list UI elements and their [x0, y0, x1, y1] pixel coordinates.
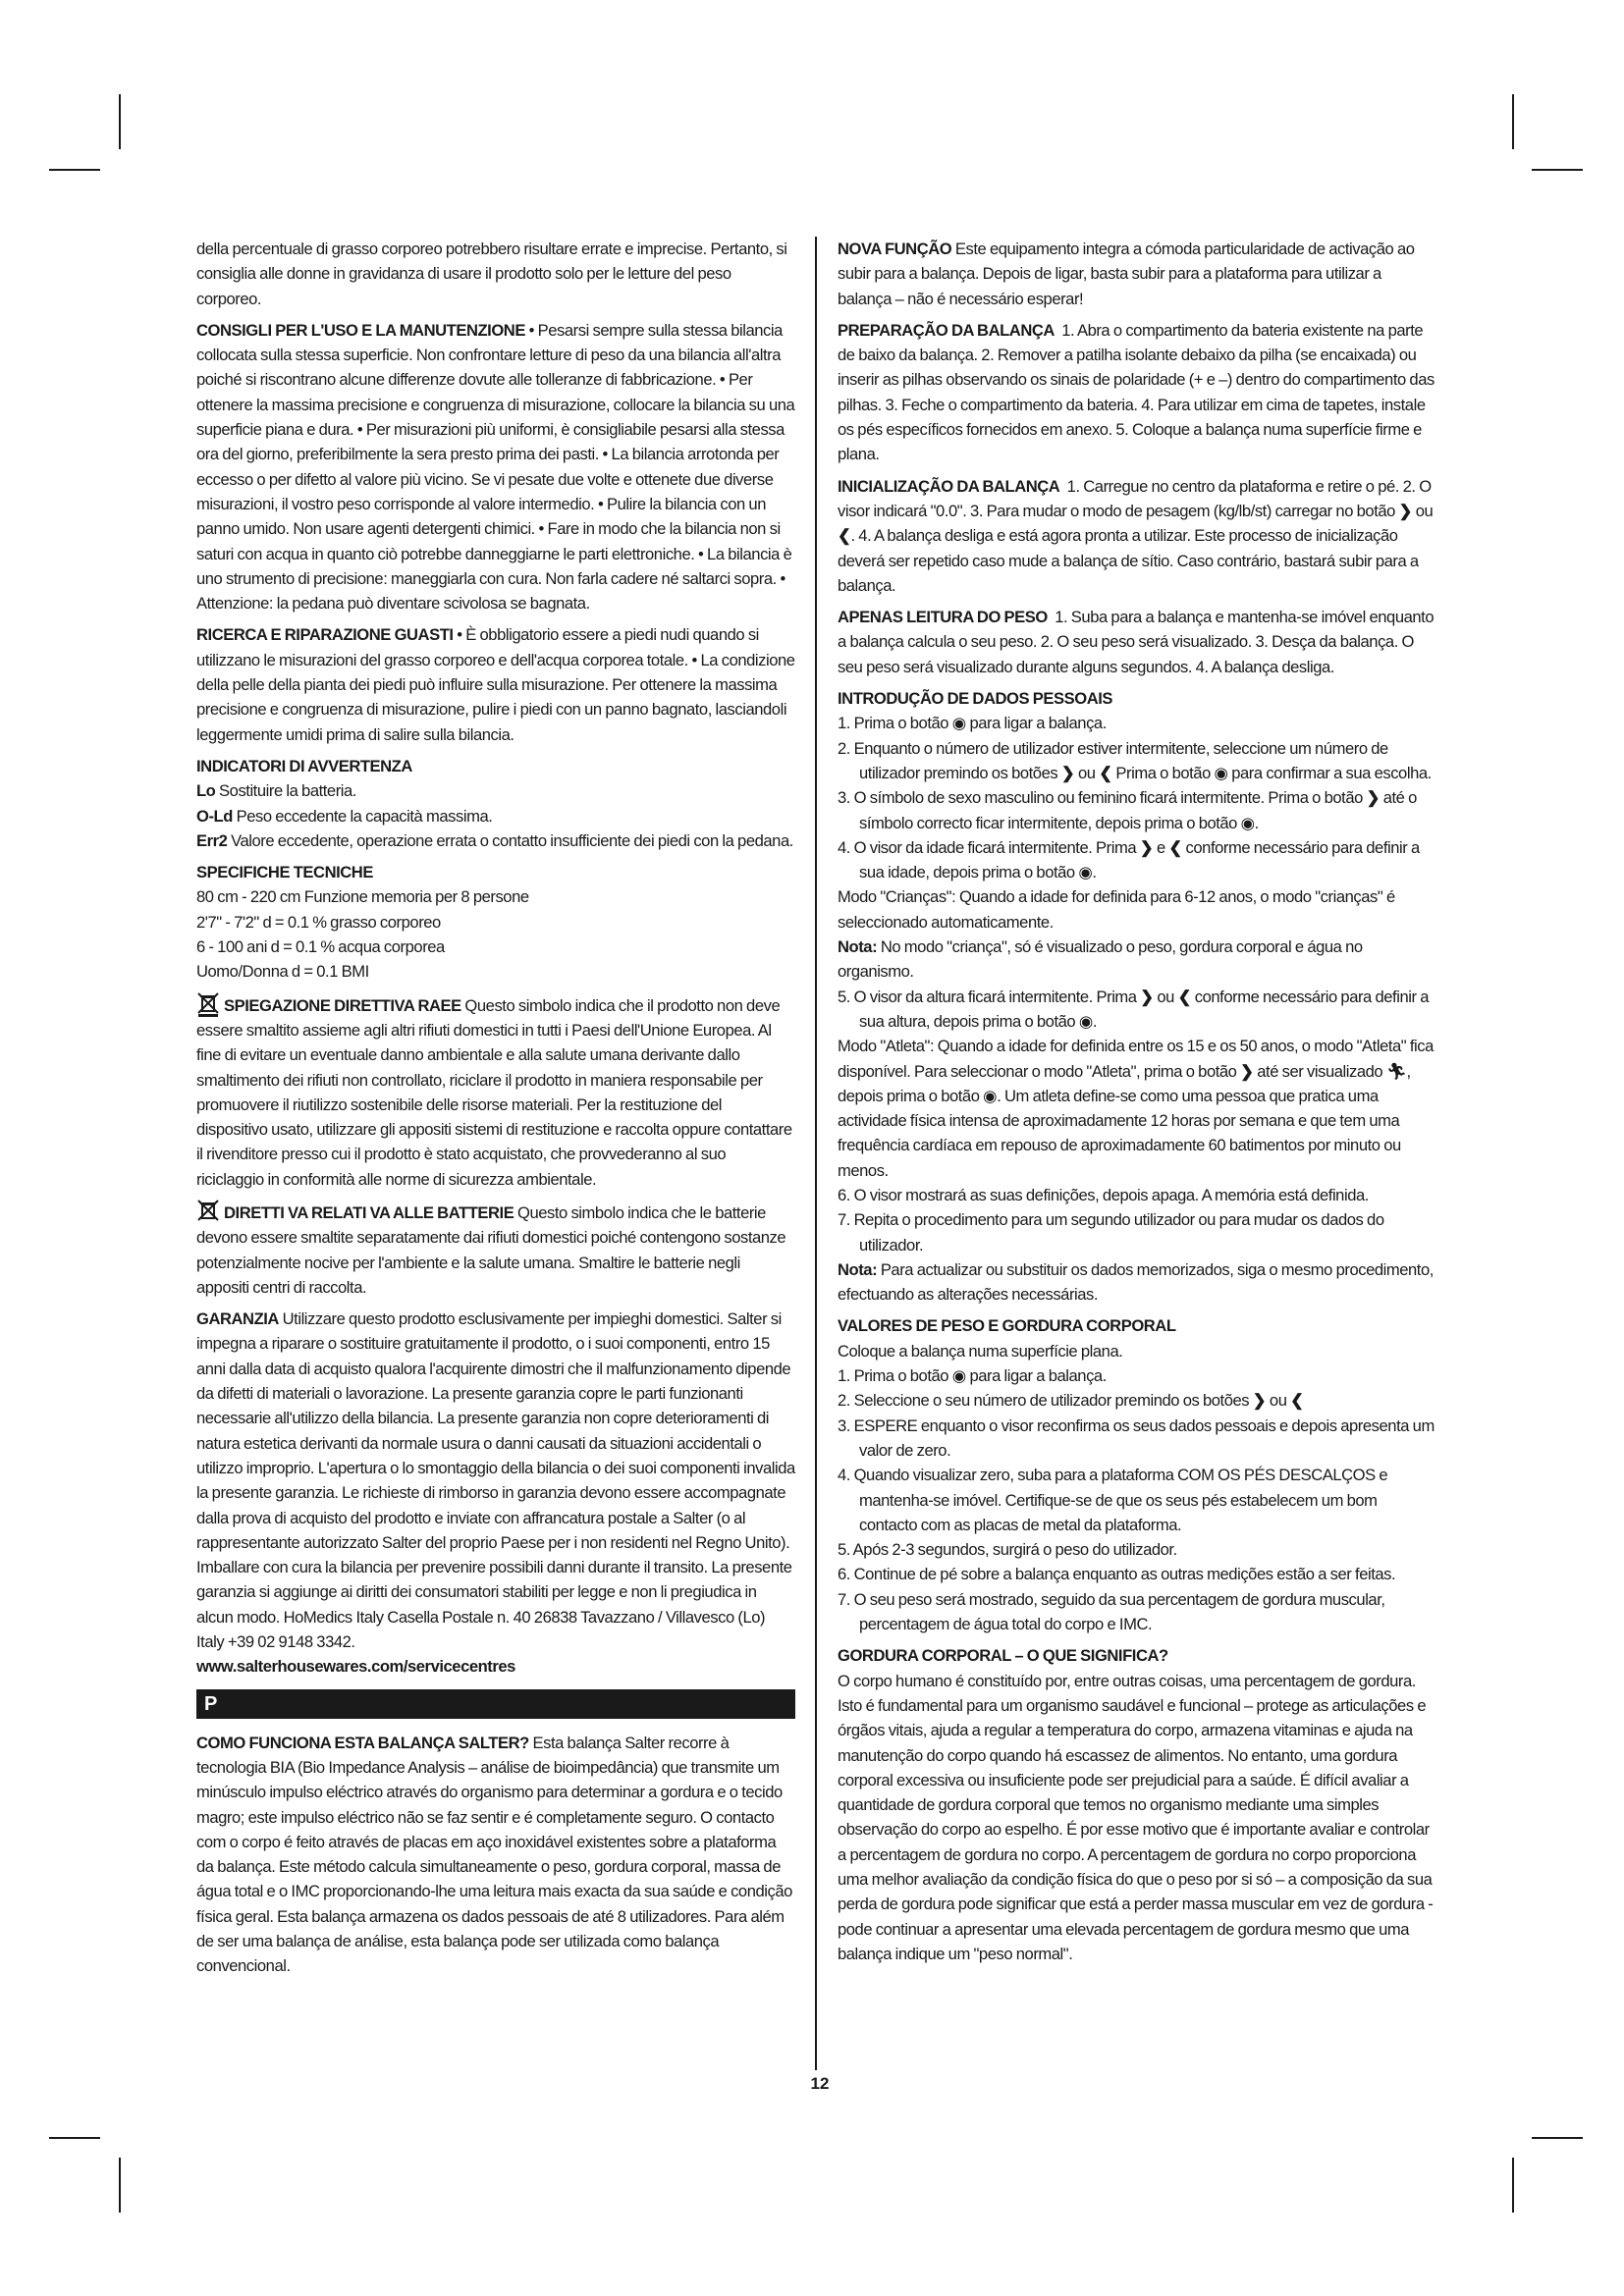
crop-mark-tr-v	[1512, 94, 1514, 149]
warning-item	[196, 804, 795, 828]
warning-code: Lo	[196, 781, 216, 801]
chevron-left-icon: ❮	[1099, 763, 1112, 782]
set-button-icon: ◉	[1214, 763, 1228, 782]
crop-mark-bl-h	[49, 2137, 100, 2139]
ricerca-heading: RICERCA E RIPARAZIONE GUASTI	[196, 625, 454, 645]
warning-list	[196, 778, 795, 853]
como-heading: COMO FUNCIONA ESTA BALANÇA SALTER?	[196, 1733, 529, 1752]
init-heading: INICIALIZAÇÃO DA BALANÇA	[838, 476, 1060, 496]
crop-mark-br-h	[1532, 2137, 1583, 2139]
chevron-right-icon: ❯	[1240, 1061, 1254, 1081]
atleta-text: , depois prima o botão	[838, 1061, 1411, 1105]
nova-heading: NOVA FUNÇÃO	[838, 240, 952, 258]
nota-1	[838, 934, 1438, 985]
init-text-b: 2. O visor indicará "0.0". 3. Para mudar o modo de pesagem (kg/lb/st) carregar no botão	[838, 476, 1432, 520]
chevron-right-icon: ❯	[1139, 837, 1154, 857]
spec-heading: SPECIFICHE TECNICHE	[196, 863, 373, 882]
batterie-heading: DIRETTI VA RELATI VA ALLE BATTERIE	[224, 1202, 514, 1222]
criancas-note: Modo "Crianças": Quando a idade for definida para 6-12 anos, o modo "crianças" é seleccionado automaticamente.	[838, 887, 1395, 932]
right-column	[838, 237, 1438, 1966]
chevron-right-icon: ❯	[1060, 763, 1075, 782]
intro-step	[838, 736, 1438, 786]
step-text: ou	[1157, 987, 1174, 1006]
valores-intro: Coloque a balança numa superfície plana.	[838, 1341, 1123, 1361]
garanzia-section	[196, 1307, 795, 1654]
step-text: conforme necessário para definir a sua altura, depois prima o botão	[859, 987, 1429, 1031]
garanzia-text: Utilizzare questo prodotto esclusivamente per impieghi domestici. Salter si impegna a riparare o sostituire gratuitamente il prodotto, o i suoi componenti, entro 15 anni dalla data di acquisto qualora l'acquirente dimostri che il malfunzionamento dipende da difetti di materiali o lavorazione. La presente garanzia copre le parti funzionanti necessarie all'utilizzo della bilancia. La presente garanzia non copre deterioramenti di natura estetica derivanti da normale usura o danni causati da situazioni accidentali o utilizzo improprio. L'apertura o lo smontaggio della bilancia o dei suoi componenti invalida la presente garanzia. Le richieste di rimborso in garanzia devono essere accompagnate dalla prova di acquisto del prodotto e inviate con affrancatura postale a Salter (o al rappresentante autorizzato Salter del proprio Paese per i non residenti nel Regno Unito). Imballare con cura la bilancia per prevenire possibili danni durante il transito. La presente garanzia si aggiunge ai diritti dei consumatori stabiliti per legge e non li pregiudica in alcun modo. HoMedics Italy Casella Postale n. 40 26838 Tavazzano / Villavesco (Lo) Italy +39 02 9148 3342.	[196, 1309, 795, 1652]
column-divider	[815, 237, 817, 2070]
valores-step: 4. Quando visualizar zero, suba para a plataforma COM OS PÉS DESCALÇOS e mantenha-se imóvel. Certifique-se de que os seus pés estabelecem um bom contacto com as placas de metal da plataforma.	[838, 1466, 1388, 1534]
prep-text: 1. Abra o compartimento da bateria existente na parte de baixo da balança. 2. Remover a patilha isolante debaixo da pilha (se encaixada) ou inserir as pilhas observando os sinais de polaridade (+ e –) dentro do compartimento das pilhas. 3. Feche o compartimento da bateria. 4. Para utilizar em cima de tapetes, instale os pés específicos fornecidos em anexo. 5. Coloque a balança numa superfície firme e plana.	[838, 320, 1435, 464]
valores-step: 6. Continue de pé sobre a balança enquanto as outras medições estão a ser feitas.	[838, 1565, 1396, 1584]
init-text-c: ou	[1415, 501, 1434, 520]
intro-step: 4. O visor da idade ficará intermitente. Prima ❯ e ❮ conforme necessário para definir a sua idade, depois prima o botão ◉.	[838, 837, 1420, 882]
step-text: 1. Prima o botão	[838, 714, 949, 733]
intro-step: 3. O símbolo de sexo masculino ou feminino ficará intermitente. Prima o botão ❯ até o símbolo correcto ficar intermitente, depois prima o botão ◉.	[838, 788, 1417, 832]
consigli-section	[196, 318, 795, 616]
crossed-bin-icon	[196, 991, 220, 1017]
spec-line: 2'7" - 7'2" d = 0.1 % grasso corporeo	[196, 912, 441, 932]
spec-line: 6 - 100 ani d = 0.1 % acqua corporea	[196, 937, 445, 957]
gordura-heading: GORDURA CORPORAL – O QUE SIGNIFICA?	[838, 1646, 1168, 1666]
indicatori-heading: INDICATORI DI AVVERTENZA	[196, 756, 412, 775]
valores-step	[838, 1363, 1438, 1388]
intro-step: 7. Repita o procedimento para um segundo utilizador ou para mudar os dados do utilizador.	[838, 1210, 1384, 1255]
step-text: até o símbolo correcto ficar intermitente, depois prima o botão	[859, 788, 1417, 832]
set-button-icon: ◉	[983, 1086, 998, 1105]
power-button-icon: ◉	[951, 714, 966, 733]
service-url[interactable]: www.salterhousewares.com/servicecentres	[196, 1657, 515, 1677]
nota-text: Para actualizar ou substituir os dados memorizados, siga o mesmo procedimento, efectuando as alterações necessárias.	[838, 1259, 1434, 1305]
valores-heading: VALORES DE PESO E GORDURA CORPORAL	[838, 1316, 1176, 1336]
gordura-text: O corpo humano é constituído por, entre outras coisas, uma percentagem de gordura. Isto é fundamental para um organismo saudável e funcional – protege as articulações e órgãos vitais, ajuda a regular a temperatura do corpo, armazena vitaminas e ajuda na manutenção do corpo quando há escassez de alimentos. No entanto, uma gordura corporal excessiva ou insuficiente pode ser prejudicial para a saúde. É difícil avaliar a quantidade de gordura corporal que temos no organismo mediante uma simples observação do corpo ao espelho. É por esse motivo que é importante avaliar e controlar a percentagem de gordura no corpo. A percentagem de gordura no corpo proporciona uma melhor avaliação da condição física do que o peso por si só – a composição da sua perda de gordura pode significar que está a perder massa muscular em vez de gordura - pode continuar a apresentar uma elevada percentagem de gordura mesmo que uma balança indique um "peso normal".	[838, 1671, 1434, 1963]
chevron-right-icon: ❯	[1366, 788, 1380, 808]
raee-text: Questo simbolo indica che il prodotto non deve essere smaltito assieme agli altri rifiuti domestici in tutti i Paesi dell'Unione Europea. Al fine di evitare un eventuale danno ambientale e alla salute umana derivante dallo smaltimento dei rifiuti non controllato, riciclare il prodotto in maniera responsabile per promuovere il riutilizzo sostenibile delle risorse materiali. Per la restituzione del dispositivo usato, utilizzare gli appositi sistemi di restituzione e raccolta oppure contattare il rivenditore presso cui il prodotto è stato acquistato, che provvederanno al suo riciclaggio in conformità alle norme di sicurezza ambientale.	[196, 995, 792, 1189]
step-text: 3. O símbolo de sexo masculino ou feminino ficará intermitente. Prima o botão	[838, 788, 1363, 808]
warning-text: Peso eccedente la capacità massima.	[236, 806, 493, 826]
page-number: 12	[810, 2074, 830, 2093]
apenas-section	[838, 605, 1438, 679]
crop-mark-tl-h	[49, 169, 100, 171]
consigli-text: • Pesarsi sempre sulla stessa bilancia collocata sulla stessa superficie. Non confrontare letture di peso da una bilancia all'altra poiché si riscontrano alcune differenze dovute alle tolleranze di fabbricazione. • Per ottenere la massima precisione e congruenza di misurazione, collocare la bilancia su una superficie piana e dura. • Per misurazioni più uniformi, è consigliabile pesarsi alla stessa ora del giorno, preferibilmente la sera presto prima dei pasti. • La bilancia arrotonda per eccesso o per difetto al valore più vicino. Se vi pesate due volte e ottenete due diverse misurazioni, il vostro peso corrisponde al valore intermedio. • Pulire la bilancia con un panno umido. Non usare agenti detergenti chimici. • Fare in modo che la bilancia non si saturi con acqua in quanto ciò potrebbe danneggiarne le parti elettroniche. • La bilancia è uno strumento di precisione: maneggiarla con cura. Non farla cadere né saltarci sopra. • Attenzione: la pedana può diventare scivolosa se bagnata.	[196, 320, 795, 614]
intro-step: 6. O visor mostrará as suas definições, depois apaga. A memória está definida.	[838, 1185, 1369, 1204]
spec-list	[196, 884, 795, 984]
step-text: 5. O visor da altura ficará intermitente. Prima	[838, 987, 1137, 1006]
chevron-right-icon: ❯	[1398, 501, 1413, 520]
chevron-left-icon: ❮	[1177, 987, 1192, 1006]
nota-label: Nota:	[838, 937, 878, 957]
intro-steps	[838, 711, 1438, 884]
valores-step: 7. O seu peso será mostrado, seguido da sua percentagem de gordura muscular, percentagem de água total do corpo e IMC.	[838, 1589, 1385, 1634]
atleta-text: até ser visualizado	[1257, 1061, 1383, 1081]
consigli-heading: CONSIGLI PER L'USO E LA MANUTENZIONE	[196, 320, 525, 340]
atleta-note	[838, 1034, 1438, 1183]
intro-step: 5. O visor da altura ficará intermitente. Prima ❯ ou ❮ conforme necessário para definir a sua altura, depois prima o botão ◉.	[838, 987, 1429, 1031]
nota-text: No modo "criança", só é visualizado o peso, gordura corporal e água no organismo.	[838, 937, 1363, 982]
apenas-text: 1. Suba para a balança e mantenha-se imóvel enquanto a balança calcula o seu peso. 2. O seu peso será visualizado. 3. Desça da balança. O seu peso será visualizado durante alguns segundos. 4. A balança desliga.	[838, 608, 1435, 676]
warning-text: Valore eccedente, operazione errata o contatto insufficiente dei piedi con la pedana.	[231, 830, 793, 850]
athlete-icon: 🏃︎	[1385, 1061, 1407, 1081]
chevron-left-icon: ❮	[1290, 1391, 1304, 1411]
raee-section	[196, 991, 795, 1192]
crop-mark-bl-v	[119, 2158, 121, 2213]
step-text: 4. O visor da idade ficará intermitente. Prima	[838, 837, 1137, 857]
prep-section	[838, 318, 1438, 467]
language-section-bar: P	[196, 1689, 795, 1719]
valores-step	[838, 1388, 1438, 1413]
crop-mark-br-v	[1512, 2158, 1514, 2213]
valores-steps	[838, 1363, 1438, 1636]
como-section	[196, 1731, 795, 1979]
batterie-section	[196, 1199, 795, 1300]
init-text-d: . 4. A balança desliga e está agora pronta a utilizar. Este processo de inicialização deverá ser repetido caso mude a balança de sítio. Caso contrário, bastará subir para a balança.	[838, 526, 1419, 595]
atleta-text: Modo "Atleta": Quando a idade for definida entre os 15 e os 50 anos, o modo "Atleta" fica disponível. Para seleccionar o modo "Atleta", prima o botão	[838, 1037, 1434, 1081]
intro-paragraph: della percentuale di grasso corporeo potrebbero risultare errate e imprecise. Pertanto, si consiglia alle donne in gravidanza di usare il prodotto solo per le letture del peso corporeo.	[196, 240, 787, 308]
valores-step: 3. ESPERE enquanto o visor reconfirma os seus dados pessoais e depois apresenta um valor de zero.	[838, 1415, 1435, 1460]
set-button-icon: ◉	[1240, 813, 1255, 832]
warning-item	[196, 778, 795, 803]
nota-2	[838, 1257, 1438, 1308]
init-text-a: 1. Carregue no centro da plataforma e retire o pé.	[1066, 476, 1399, 496]
crossed-bin-icon	[196, 1199, 220, 1224]
init-section	[838, 474, 1438, 598]
ricerca-section	[196, 622, 795, 746]
step-text: conforme necessário para definir a sua idade, depois prima o botão	[859, 837, 1420, 882]
set-button-icon: ◉	[1078, 863, 1093, 882]
step-text: ou	[1078, 763, 1096, 782]
intro-step	[838, 711, 1438, 735]
step-text: para ligar a balança.	[969, 714, 1107, 733]
power-button-icon: ◉	[951, 1366, 966, 1386]
step-text: Prima o botão	[1115, 763, 1211, 782]
valores-step: 5. Após 2-3 segundos, surgirá o peso do utilizador.	[838, 1540, 1177, 1560]
nota-label: Nota:	[838, 1259, 878, 1279]
intro-heading: INTRODUÇÃO DE DADOS PESSOAIS	[838, 689, 1113, 709]
como-text: Esta balança Salter recorre à tecnologia BIA (Bio Impedance Analysis – análise de bioimpedância) que transmite um minúsculo impulso eléctrico através do organismo para determinar a gordura e o tecido magro; este impulso eléctrico não se faz sentir e é completamente seguro. O contacto com o corpo é feito através de placas em aço inoxidável existentes sobre a plataforma da balança. Este método calcula simultaneamente o peso, gordura corporal, massa de água total e o IMC proporcionando-lhe uma leitura mais exacta da sua saúde e condição física geral. Esta balança armazena os dados pessoais de até 8 utilizadores. Para além de ser uma balança de análise, esta balança pode ser utilizada como balança convencional.	[196, 1733, 792, 1976]
batterie-text: Questo simbolo indica che le batterie devono essere smaltite separatamente dai rifiuti domestici poiché contengono sostanze potenzialmente nocive per l'ambiente e la salute umana. Smaltire le batterie negli appositi centri di raccolta.	[196, 1202, 786, 1297]
step-text: 1. Prima o botão	[838, 1366, 949, 1386]
step-text: ou	[1269, 1391, 1287, 1411]
prep-heading: PREPARAÇÃO DA BALANÇA	[838, 320, 1055, 340]
warning-code: Err2	[196, 830, 228, 850]
chevron-right-icon: ❯	[1252, 1391, 1267, 1411]
intro-steps-cont	[838, 985, 1438, 1035]
chevron-left-icon: ❮	[1168, 837, 1182, 857]
spec-line: 80 cm - 220 cm Funzione memoria per 8 persone	[196, 887, 529, 907]
set-button-icon: ◉	[1078, 1011, 1093, 1031]
crop-mark-tl-v	[119, 94, 121, 149]
nova-section	[838, 237, 1438, 311]
garanzia-heading: GARANZIA	[196, 1309, 279, 1329]
step-text: para confirmar a sua escolha.	[1231, 763, 1432, 782]
step-text: 2. Seleccione o seu número de utilizador premindo os botões	[838, 1391, 1250, 1411]
raee-heading: SPIEGAZIONE DIRETTIVA RAEE	[224, 995, 461, 1015]
warning-text: Sostituire la batteria.	[219, 781, 356, 801]
step-text: para ligar a balança.	[969, 1366, 1107, 1386]
warning-code: O-Ld	[196, 806, 233, 826]
crop-mark-tr-h	[1532, 169, 1583, 171]
step-text: e	[1156, 837, 1165, 857]
chevron-right-icon: ❯	[1140, 987, 1154, 1006]
chevron-left-icon: ❮	[838, 526, 851, 546]
nova-text: Este equipamento integra a cómoda particularidade de activação ao subir para a balança. Depois de ligar, basta subir para a plataforma para utilizar a balança – não é necessário esperar!	[838, 240, 1415, 308]
apenas-heading: APENAS LEITURA DO PESO	[838, 608, 1048, 627]
step-text: 2. Enquanto o número de utilizador estiver intermitente, seleccione um número de utilizador premindo os botões	[838, 738, 1388, 782]
ricerca-text: • È obbligatorio essere a piedi nudi quando si utilizzano le misurazioni del grasso corporeo e dell'acqua corporea totale. • La condizione della pelle della pianta dei piedi può influire sulla misurazione. Per ottenere la massima precisione e congruenza di misurazione, pulire i piedi con un panno bagnato, lasciandoli leggermente umidi prima di salire sulla bilancia.	[196, 625, 795, 744]
left-column	[196, 237, 795, 1986]
atleta-text: . Um atleta define-se como uma pessoa que pratica uma actividade física intensa de aproximadamente 12 horas por semana e que tem uma frequência cardíaca em repouso de aproximadamente 60 batimentos por minuto ou menos.	[838, 1086, 1401, 1180]
warning-item	[196, 828, 795, 853]
spec-line: Uomo/Donna d = 0.1 BMI	[196, 962, 369, 982]
intro-steps-end	[838, 1183, 1438, 1257]
